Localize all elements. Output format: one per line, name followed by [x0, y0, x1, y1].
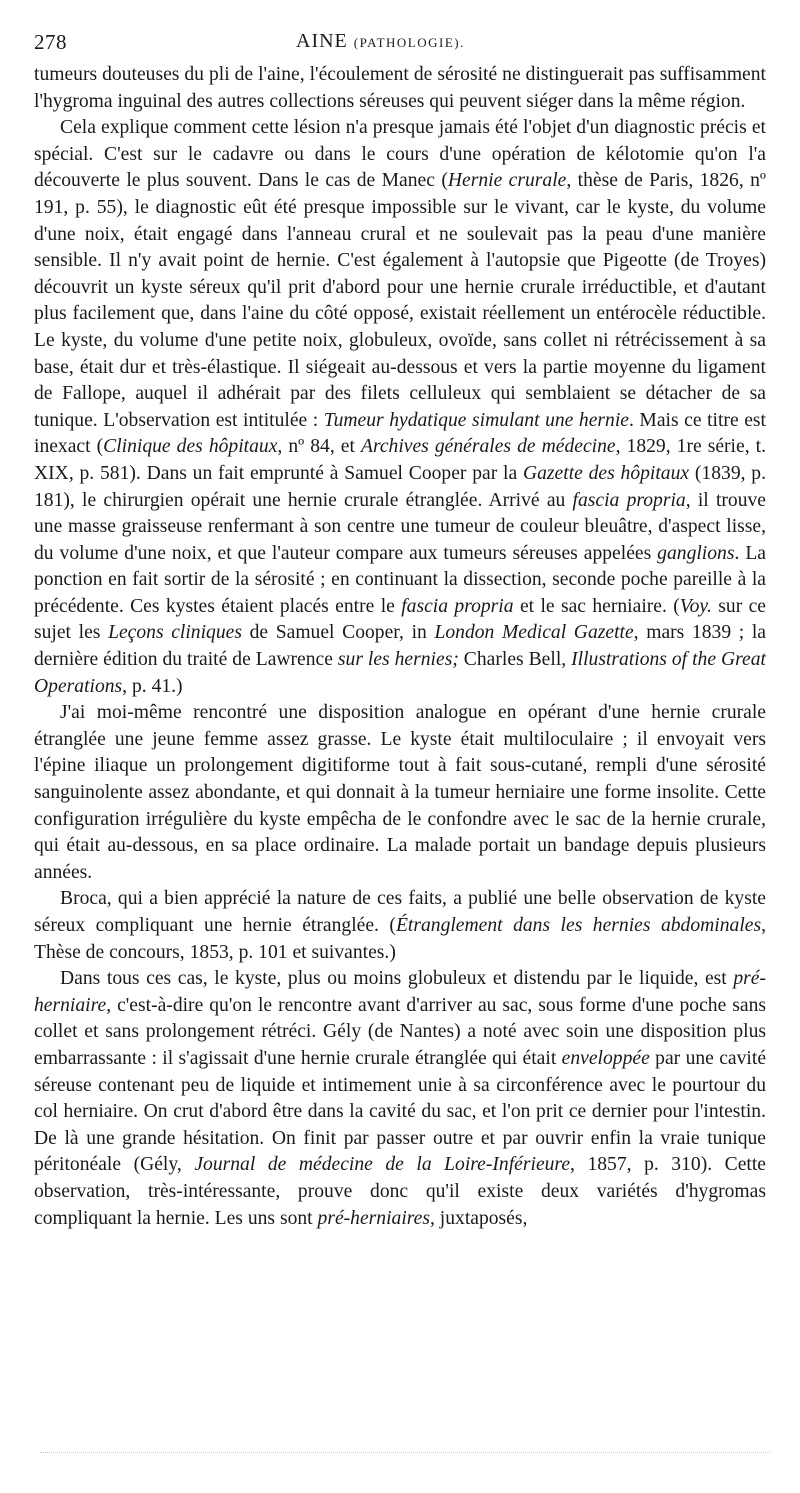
text-run: Broca, qui a bien apprécié la nature de ces faits, a publié une belle observation de kyste séreux compliquant une hernie étranglée. ( — [34, 888, 766, 936]
text-run: , juxtaposés, — [429, 1207, 528, 1229]
italic-text: Voy. — [679, 595, 712, 617]
text-run: , Thèse de concours, 1853, p. 101 et suivantes.) — [34, 915, 767, 963]
italic-text: London Medical Gazette — [434, 622, 634, 644]
text-run: . Mais ce titre est inexact ( — [34, 409, 766, 458]
italic-text: pré-herniaire — [34, 968, 766, 1016]
text-run: , 1829, 1re série, t. XIX, p. 581). Dans un fait emprunté à Samuel Cooper par la — [34, 436, 766, 484]
italic-text: Hernie crurale — [447, 170, 567, 192]
italic-text: fascia propria — [572, 489, 686, 511]
page-number: 278 — [34, 30, 67, 54]
paragraph — [34, 62, 766, 115]
text-run: , mars 1839 ; la dernière édition du traité de Lawrence — [34, 622, 766, 671]
paragraph — [34, 700, 766, 886]
italic-text: Leçons cliniques — [108, 622, 242, 644]
italic-text: ganglions — [657, 542, 735, 564]
italic-text: Gazette des hôpitaux — [522, 462, 690, 484]
text-run: Charles Bell, — [458, 649, 572, 671]
italic-text: fascia propria — [401, 595, 514, 617]
paragraph — [34, 115, 766, 700]
running-title: AINE — [296, 30, 348, 52]
italic-text: Journal de médecine de la Loire-Inférieure — [194, 1154, 571, 1176]
text-run: Cela explique comment cette lésion n'a presque jamais été l'objet d'un diagnostic précis et spécial. C'est sur le cadavre ou dans le cours d'une opération de kélotomie qu'on l'a découverte le plus souvent. Dans le cas de Manec ( — [34, 117, 766, 192]
text-run: . La ponction en fait sortir de la sérosité ; en continuant la dissection, seconde poche pareille à la précédente. Ces kystes étaient placés entre le — [34, 542, 766, 617]
text-run: sur ce sujet les — [34, 595, 766, 644]
text-run: , il trouve une masse graisseuse renfermant à son centre une tumeur de couleur bleuâtre, d'aspect lisse, du volume d'une noix, et que l'auteur compare aux tumeurs séreuses appelées — [34, 489, 767, 564]
text-run: , 1857, p. 310). Cette observation, très-intéressante, prouve donc qu'il existe deux variétés d'hygromas compliquant la hernie. Les uns sont — [34, 1154, 766, 1229]
italic-text: sur les hernies; — [337, 649, 459, 671]
italic-text: Illustrations of the Great Operations — [34, 649, 766, 697]
text-run: , p. 41.) — [122, 675, 183, 697]
text-run: de Samuel Cooper, in — [241, 622, 435, 644]
italic-text: Archives générales de médecine — [360, 436, 616, 458]
body-text — [34, 62, 766, 1232]
italic-text: Étranglement dans les hernies abdominales — [395, 915, 762, 936]
text-run: et le sac herniaire. ( — [513, 595, 680, 617]
italic-text: Clinique des hôpitaux — [103, 436, 278, 458]
text-run: , c'est-à-dire qu'on le rencontre avant d'arriver au sac, sous forme d'une poche sans collet et sans prolongement rétréci. Gély (de Nantes) a noté avec soin une disposition plus embarrassante : il s'agissait d'une hernie crurale étranglée qui était — [34, 994, 766, 1069]
italic-text: Tumeur hydatique simulant une hernie — [323, 409, 629, 431]
italic-text: enveloppée — [561, 1047, 650, 1069]
running-head — [296, 30, 465, 53]
document-page — [34, 0, 767, 1229]
text-run: (1839, p. 181), le chirurgien opérait une hernie crurale étranglée. Arrivé au — [34, 462, 766, 511]
text-run: tumeurs douteuses du pli de l'aine, l'écoulement de sérosité ne distinguerait pas suffisamment l'hygroma inguinal des autres collections séreuses qui peuvent siéger dans la même région. — [34, 64, 766, 112]
text-run: Dans tous ces cas, le kyste, plus ou moins globuleux et distendu par le liquide, est — [60, 968, 734, 990]
running-subtitle: (PATHOLOGIE). — [353, 35, 465, 50]
text-run: par une cavité séreuse contenant peu de liquide et intimement unie à sa circonférence avec le pourtour du col herniaire. On crut d'abord être dans la cavité du sac, et l'on prit ce dernier pour l'intestin. De là une grande hésitation. On finit par passer outre et par ouvrir enfin la vraie tunique péritonéale (Gély, — [34, 1047, 767, 1176]
footer-rule — [40, 1452, 770, 1455]
italic-text: pré-herniaires — [317, 1207, 430, 1229]
paragraph — [34, 886, 766, 966]
text-run: , thèse de Paris, 1826, nº 191, p. 55), le diagnostic eût été presque impossible sur le vivant, car le kyste, du volume d'une noix, était engagé dans l'anneau crural et ne soulevait pas la peau d'une manière sensible. Il n'y avait point de hernie. C'est également à l'autopsie que Pigeotte (de Troyes) découvrit un kyste séreux qu'il prit d'abord pour une hernie crurale irréductible, et d'autant plus facilement que, dans l'aine du côté opposé, existait réellement un entérocèle réductible. Le kyste, du volume d'une petite noix, globuleux, ovoïde, sans collet ni rétrécissement à sa base, était dur et très-élastique. Il siégeait au-dessous et vers la partie moyenne du ligament de Fallope, auquel il adhérait par des filets celluleux qui semblaient se détacher de sa tunique. L'observation est intitulée : — [34, 170, 766, 431]
paragraph — [34, 966, 766, 1232]
text-run: , nº 84, et — [277, 436, 361, 458]
text-run: J'ai moi-même rencontré une disposition analogue en opérant d'une hernie crurale étranglée une jeune femme assez grasse. Le kyste était multiloculaire ; il envoyait vers l'épine iliaque un prolongement digitiforme tout à fait sous-cutané, rempli d'une sérosité sanguinolente assez abondante, et qui donnait à la tumeur herniaire une forme insolite. Cette configuration irrégulière du kyste empêcha de le confondre avec le sac de la hernie crurale, qui était au-dessous, en sa place ordinaire. La malade portait un bandage depuis plusieurs années. — [34, 702, 766, 883]
page-header — [34, 0, 766, 54]
